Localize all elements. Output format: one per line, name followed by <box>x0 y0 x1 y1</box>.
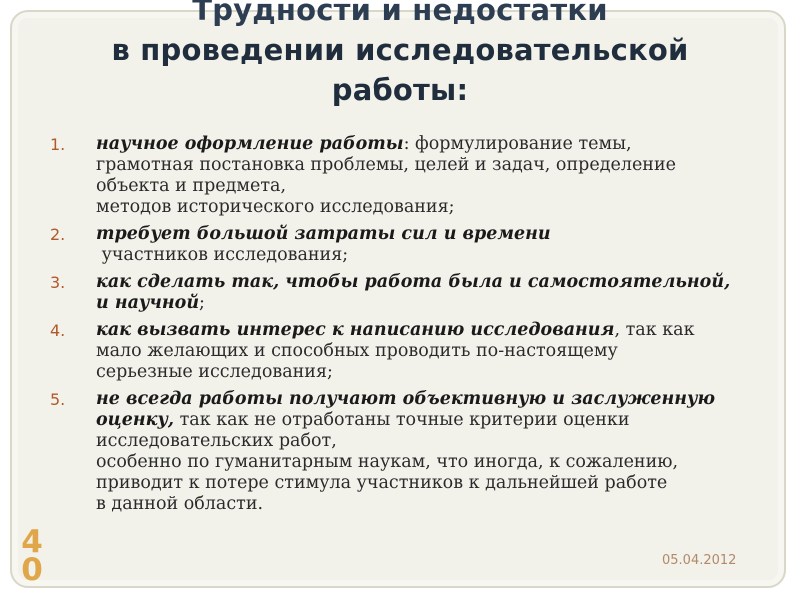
item-lead: не всегда работы получают объективную и заслуженную <box>96 389 716 409</box>
list-item-1 <box>40 134 770 218</box>
list-item-3 <box>40 272 770 314</box>
item-lead: как вызвать интерес к написанию исследования <box>96 320 615 340</box>
list-number: 5. <box>50 390 66 409</box>
item-text: особенно по гуманитарным наукам, что иногда, к сожалению, <box>96 452 679 472</box>
item-text: приводит к потере стимула участников к дальнейшей работе <box>96 473 668 493</box>
item-text: участников исследования; <box>96 245 349 265</box>
item-text: мало желающих и способных проводить по-настоящему <box>96 341 618 361</box>
item-lead: научное оформление работы <box>96 134 404 154</box>
list-item-4 <box>40 320 770 383</box>
title-line-2: в проведении исследовательской <box>111 33 689 67</box>
slide-number-digit: 4 <box>21 524 43 560</box>
item-text: ; <box>199 293 205 313</box>
item-text: грамотная постановка проблемы, целей и задач, определение <box>96 155 676 175</box>
list-number: 1. <box>50 135 66 154</box>
list-number: 2. <box>50 225 66 244</box>
item-text: исследовательских работ, <box>96 431 337 451</box>
item-lead: и научной <box>96 293 200 313</box>
title-line-1: Трудности и недостатки <box>192 0 608 27</box>
list-item-5 <box>40 389 770 515</box>
item-text: в данной области. <box>96 494 264 514</box>
item-text: методов исторического исследования; <box>96 197 455 217</box>
item-text: : формулирование темы, <box>403 134 632 154</box>
item-text: так как не отработаны точные критерии оценки <box>174 410 630 430</box>
list-number: 3. <box>50 273 66 292</box>
slide-number-digit: 0 <box>21 552 43 588</box>
item-text: , так как <box>614 320 695 340</box>
item-text: серьезные исследования; <box>96 362 333 382</box>
title-line-3: работы: <box>331 73 469 107</box>
list-item-2 <box>40 224 770 266</box>
item-lead: как сделать так, чтобы работа была и самостоятельной, <box>96 272 731 292</box>
item-lead: оценку, <box>96 410 175 430</box>
difficulties-list <box>40 134 770 521</box>
slide-number <box>12 524 52 588</box>
item-lead: требует большой затраты сил и времени <box>96 224 551 244</box>
slide-date: 05.04.2012 <box>662 553 737 568</box>
item-text: объекта и предмета, <box>96 176 287 196</box>
slide-title <box>0 0 800 110</box>
list-number: 4. <box>50 321 66 340</box>
